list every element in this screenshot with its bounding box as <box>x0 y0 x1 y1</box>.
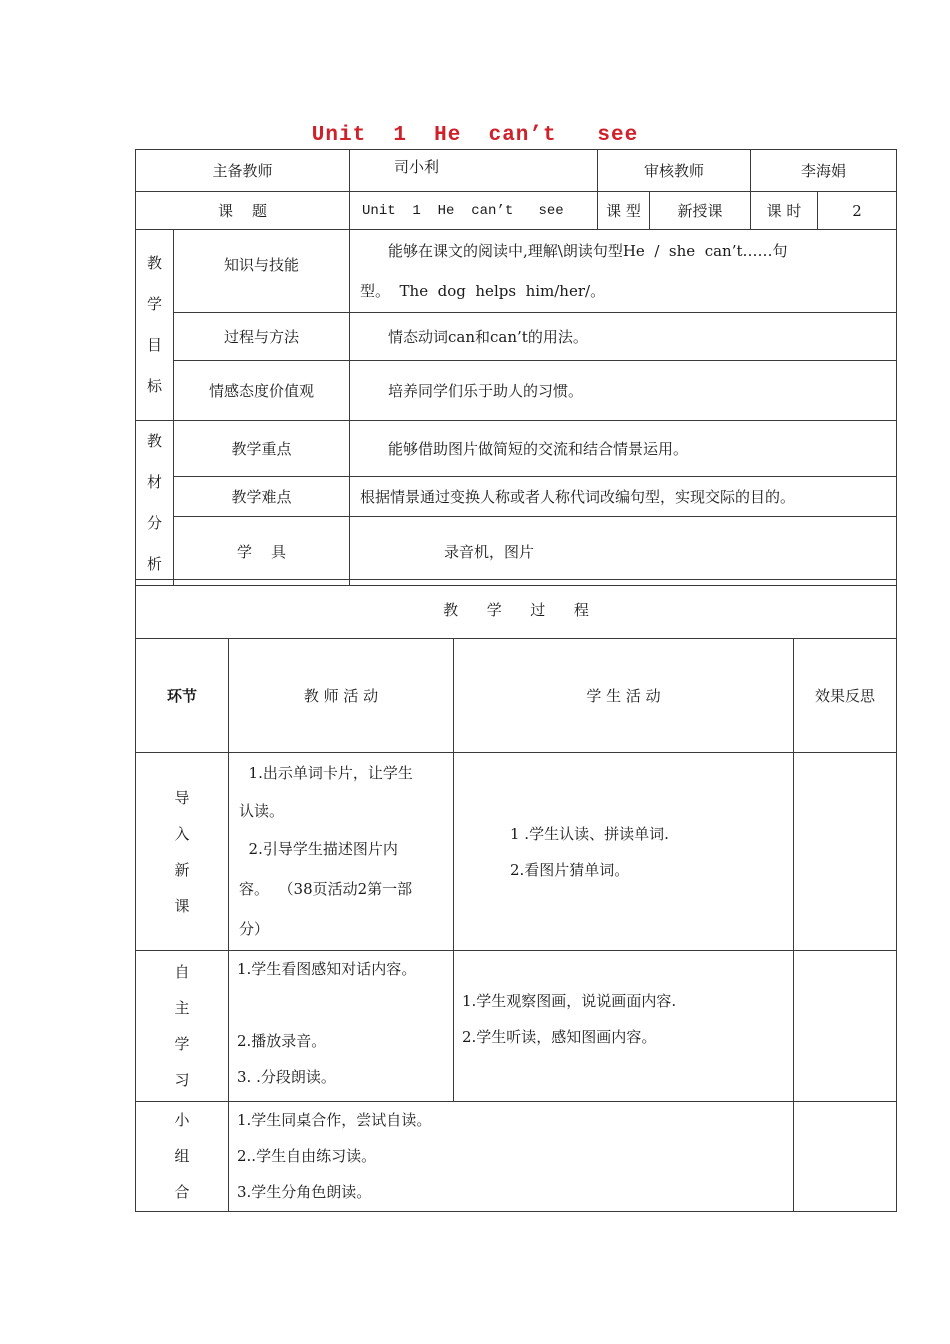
table-row <box>136 1102 897 1212</box>
teacher-line: 1.学生同桌合作，尝试自读。 <box>237 1111 432 1129</box>
emotion-value: 培养同学们乐于助人的习惯。 <box>350 361 897 421</box>
student-activity-cell <box>454 753 794 951</box>
reflection-cell <box>794 951 897 1102</box>
teacher-column-header: 教 师 活 动 <box>229 639 454 753</box>
lead-teacher-label: 主备教师 <box>136 150 350 192</box>
stage-cell <box>136 753 229 951</box>
key-point-value: 能够借助图片做简短的交流和结合情景运用。 <box>350 421 897 477</box>
teacher-activity-cell <box>229 1102 794 1212</box>
teacher-activity-cell <box>229 951 454 1102</box>
type-value: 新授课 <box>650 192 751 230</box>
difficulty-value: 根据情景通过变换人称或者人称代词改编句型，实现交际的目的。 <box>350 477 897 517</box>
teacher-line: 3. .分段朗读。 <box>237 1068 336 1086</box>
document-title: Unit 1 He can’t see <box>311 124 639 147</box>
period-value: 2 <box>818 192 897 230</box>
teacher-line: 分） <box>239 920 270 938</box>
reflection-column-header: 效果反思 <box>794 639 897 753</box>
topic-value: Unit 1 He can’t see <box>350 192 598 230</box>
table-row <box>136 951 897 1102</box>
knowledge-cell <box>350 230 897 313</box>
teacher-activity-cell <box>229 753 454 951</box>
type-label: 课 型 <box>598 192 650 230</box>
analysis-group-label <box>136 421 174 586</box>
teaching-process-table <box>135 579 897 1212</box>
reflection-cell <box>794 1102 897 1212</box>
student-line: 1.学生观察图画，说说画面内容. <box>462 992 677 1010</box>
table-row <box>136 753 897 951</box>
student-activity-cell <box>454 951 794 1102</box>
stage-column-header: 环节 <box>136 639 229 753</box>
topic-label: 课 题 <box>136 192 350 230</box>
reviewer-label: 审核教师 <box>598 150 751 192</box>
lead-teacher-value: 司小利 <box>350 150 598 192</box>
student-line: 2.学生听读，感知图画内容。 <box>462 1028 657 1046</box>
period-label: 课 时 <box>751 192 818 230</box>
process-method-label: 过程与方法 <box>174 313 350 361</box>
emotion-label: 情感态度价值观 <box>174 361 350 421</box>
tools-value: 录音机，图片 <box>350 517 897 586</box>
teacher-line: 2.播放录音。 <box>237 1032 327 1050</box>
knowledge-label: 知识与技能 <box>174 230 350 313</box>
reviewer-value: 李海娟 <box>751 150 897 192</box>
goals-group-text: 教学目标 <box>147 254 163 395</box>
stage-text: 导入新课 <box>174 788 190 915</box>
key-point-label: 教学重点 <box>174 421 350 477</box>
knowledge-line-2: 型。 The dog helps him/her/。 <box>360 282 606 300</box>
stage-text: 自主学习 <box>174 963 190 1089</box>
process-title: 教 学 过 程 <box>136 580 897 639</box>
lesson-info-table <box>135 149 897 586</box>
student-column-header: 学 生 活 动 <box>454 639 794 753</box>
stage-text: 小组合 <box>174 1111 190 1201</box>
tools-label: 学 具 <box>174 517 350 586</box>
teacher-line: 1.出示单词卡片，让学生 <box>239 764 413 782</box>
analysis-group-text: 教材分析 <box>147 432 163 573</box>
teacher-line <box>237 987 453 1023</box>
student-line: 1 .学生认读、拼读单词. <box>510 824 669 843</box>
reflection-cell <box>794 753 897 951</box>
teacher-line: 3.学生分角色朗读。 <box>237 1183 372 1201</box>
student-line: 2.看图片猜单词。 <box>510 860 630 879</box>
knowledge-line-1: 能够在课文的阅读中,理解\朗读句型He / she can’t……句 <box>388 242 788 260</box>
difficulty-label: 教学难点 <box>174 477 350 517</box>
process-method-value: 情态动词can和can’t的用法。 <box>350 313 897 361</box>
teacher-line: 2.引导学生描述图片内 <box>239 840 398 858</box>
goals-group-label <box>136 230 174 421</box>
teacher-line: 认读。 <box>239 802 285 820</box>
stage-cell <box>136 951 229 1102</box>
teacher-line: 1.学生看图感知对话内容。 <box>237 960 417 978</box>
stage-cell <box>136 1102 229 1212</box>
teacher-line: 容。 （38页活动2第一部 <box>239 880 413 898</box>
teacher-line: 2..学生自由练习读。 <box>237 1147 377 1165</box>
